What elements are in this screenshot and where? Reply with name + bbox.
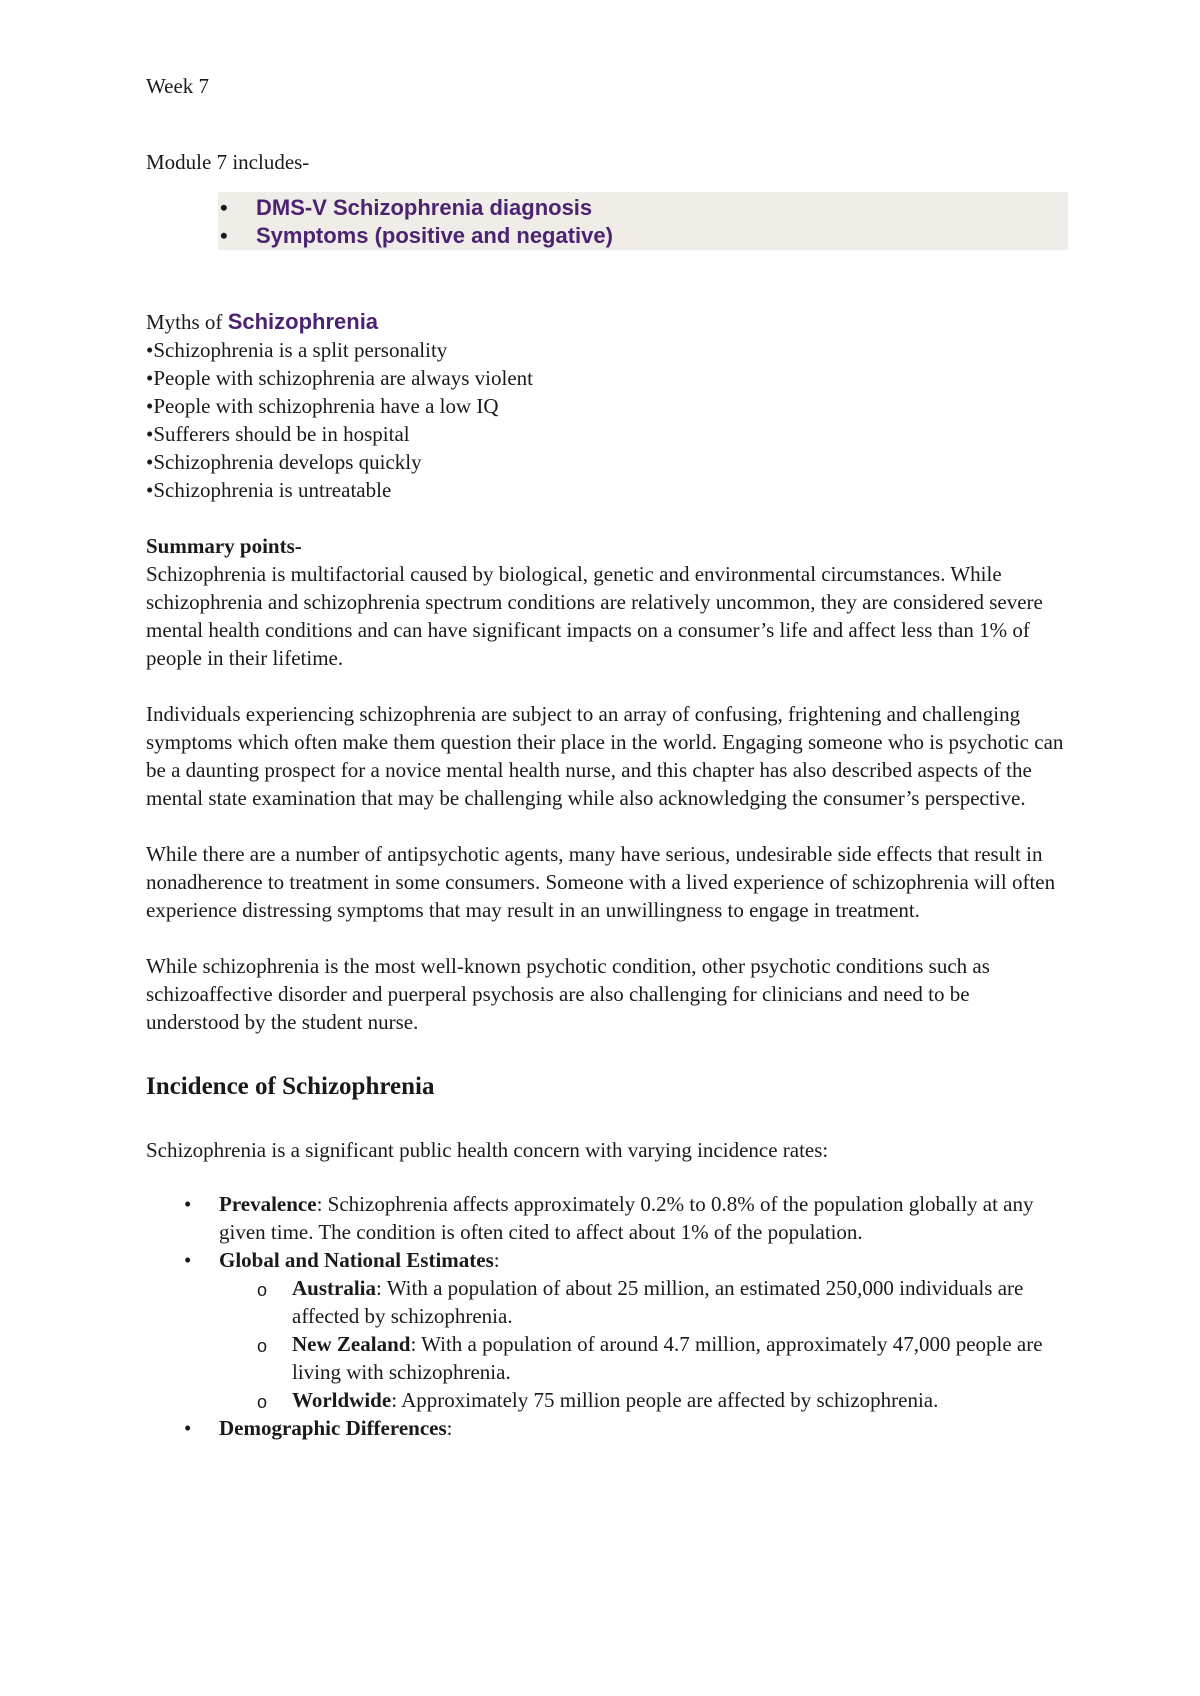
estimate-item-australia	[219, 1274, 1066, 1330]
estimates-label: Global and National Estimates	[219, 1248, 494, 1272]
module-topics-box	[218, 192, 1068, 250]
incidence-item-demographic	[146, 1414, 1066, 1442]
bullet-icon: •	[184, 1248, 192, 1272]
myths-list	[146, 336, 1066, 504]
circle-bullet-icon: o	[257, 1392, 268, 1412]
summary-heading: Summary points-	[146, 534, 302, 558]
summary-paragraph: While there are a number of antipsychotic agents, many have serious, undesirable side effects that result in nonadherence to treatment in some consumers. Someone with a lived experience of schizophrenia will often experience distressing symptoms that may result in an unwillingness to engage in treatment.	[146, 842, 1056, 922]
module-intro: Module 7 includes-	[146, 150, 310, 174]
estimate-text: : With a population of around 4.7 million, approximately 47,000 people are living with schizophrenia.	[292, 1332, 1043, 1384]
estimates-suffix: :	[493, 1248, 500, 1272]
myth-item: •Schizophrenia is untreatable	[146, 478, 392, 502]
document-page	[146, 70, 1066, 1442]
module-topics-list	[218, 194, 1068, 250]
estimate-text: : Approximately 75 million people are affected by schizophrenia.	[391, 1388, 939, 1412]
incidence-heading: Incidence of Schizophrenia	[146, 1073, 435, 1100]
myth-item: •Schizophrenia develops quickly	[146, 450, 422, 474]
estimates-sublist	[219, 1274, 1066, 1414]
bullet-icon: •	[184, 1416, 192, 1440]
week-label: Week 7	[146, 74, 210, 98]
demographic-suffix: :	[446, 1416, 453, 1440]
module-topic-item: • DMS-V Schizophrenia diagnosis	[218, 194, 1068, 222]
estimate-item-worldwide	[219, 1386, 1066, 1414]
incidence-item-estimates	[146, 1246, 1066, 1414]
estimate-text: : With a population of about 25 million, an estimated 250,000 individuals are affected by schizophrenia.	[292, 1276, 1024, 1328]
incidence-list	[146, 1190, 1066, 1442]
myth-item: •Sufferers should be in hospital	[146, 422, 410, 446]
circle-bullet-icon: o	[257, 1280, 268, 1300]
prevalence-text: : Schizophrenia affects approximately 0.2% to 0.8% of the population globally at any given time. The condition is often cited to affect about 1% of the population.	[219, 1192, 1034, 1244]
prevalence-label: Prevalence	[219, 1192, 317, 1216]
summary-paragraph: While schizophrenia is the most well-known psychotic condition, other psychotic conditions such as schizoaffective disorder and puerperal psychosis are also challenging for clinicians and need to be understood by the student nurse.	[146, 954, 990, 1034]
myths-heading-prefix: Myths of	[146, 310, 228, 334]
myth-item: •People with schizophrenia have a low IQ	[146, 394, 499, 418]
incidence-intro: Schizophrenia is a significant public health concern with varying incidence rates:	[146, 1138, 829, 1162]
summary-paragraph: Schizophrenia is multifactorial caused by biological, genetic and environmental circumstances. While schizophrenia and schizophrenia spectrum conditions are relatively uncommon, they are considered severe mental health conditions and can have significant impacts on a consumer’s life and affect less than 1% of people in their lifetime.	[146, 562, 1043, 670]
estimate-label: Worldwide	[292, 1388, 392, 1412]
myths-heading-accent: Schizophrenia	[227, 309, 379, 334]
estimate-label: New Zealand	[292, 1332, 411, 1356]
estimate-item-new-zealand	[219, 1330, 1066, 1386]
module-topic-item: • Symptoms (positive and negative)	[218, 222, 1068, 250]
myths-heading	[146, 308, 1066, 336]
bullet-icon: •	[184, 1192, 192, 1216]
myth-item: •People with schizophrenia are always violent	[146, 366, 533, 390]
incidence-item-prevalence	[146, 1190, 1066, 1246]
estimate-label: Australia	[292, 1276, 376, 1300]
circle-bullet-icon: o	[257, 1336, 268, 1356]
myth-item: •Schizophrenia is a split personality	[146, 338, 448, 362]
summary-paragraph: Individuals experiencing schizophrenia are subject to an array of confusing, frightening and challenging symptoms which often make them question their place in the world. Engaging someone who is psychotic can be a daunting prospect for a novice mental health nurse, and this chapter has also described aspects of the mental state examination that may be challenging while also acknowledging the consumer’s perspective.	[146, 702, 1064, 810]
demographic-label: Demographic Differences	[219, 1416, 447, 1440]
